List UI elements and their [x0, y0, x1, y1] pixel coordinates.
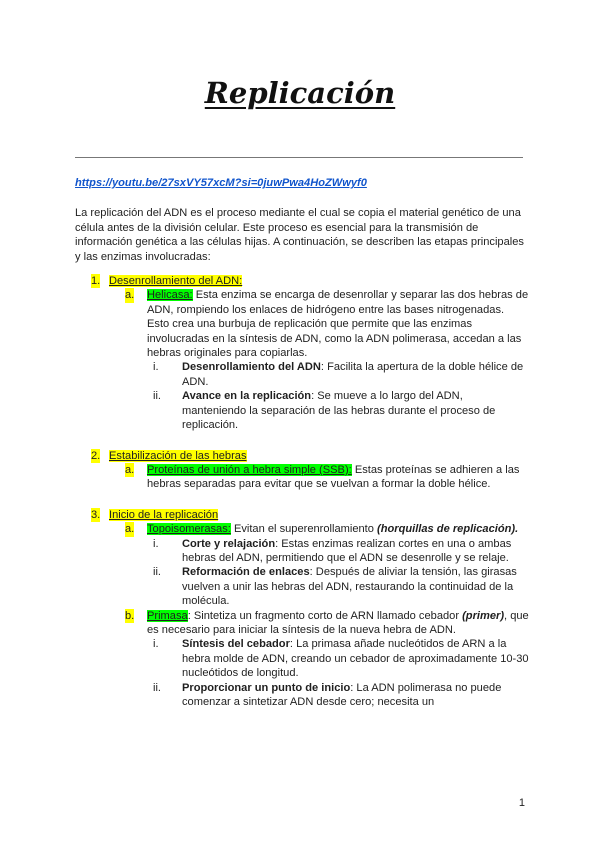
term-highlight: Primasa — [147, 609, 188, 622]
section-number: 2. — [91, 449, 101, 462]
point-item — [75, 360, 529, 389]
point-text: : Facilita la apertura de la doble hélice de ADN. — [182, 361, 524, 388]
point-number: i. — [153, 638, 159, 651]
sub-item-letter: a. — [125, 289, 135, 302]
sub-item-text: Esta enzima se encarga de desenrollar y separar las dos hebras de ADN, rompiendo los enlaces de hidrógeno entre las bases nitrogenadas. Esto crea una burbuja de replicación que permite que las enzimas involucradas en la síntesis de ADN, como la ADN polimerasa, accedan a las hebras originales para copiarlas. — [147, 289, 529, 360]
point-term: Síntesis del cebador — [182, 638, 290, 651]
section-heading — [75, 274, 529, 288]
section-title: Estabilización de las hebras — [109, 449, 247, 462]
point-term: Reformación de enlaces — [182, 566, 310, 579]
sub-item-letter: b. — [125, 609, 135, 622]
sub-item — [75, 463, 529, 492]
point-term: Proporcionar un punto de inicio — [182, 681, 351, 694]
sub-item — [75, 522, 529, 536]
sub-item-text: : Sintetiza un fragmento corto de ARN llamado cebador — [187, 609, 463, 622]
term-highlight: Proteínas de unión a hebra simple (SSB): — [147, 463, 352, 476]
point-term: Corte y relajación — [182, 537, 276, 550]
section-title: Desenrollamiento del ADN: — [109, 275, 243, 288]
sub-item — [75, 288, 529, 360]
section-number: 3. — [91, 508, 101, 521]
section-1 — [75, 274, 529, 432]
sub-item-text-continued: , que es necesario para iniciar la síntesis de la nueva hebra de ADN. — [147, 609, 529, 636]
point-term: Avance en la replicación — [182, 390, 312, 403]
sub-item-letter: a. — [125, 463, 135, 476]
page-number: 1 — [518, 797, 525, 809]
point-number: ii. — [153, 566, 162, 579]
video-link[interactable]: https://youtu.be/27sxVY57xcM?si=0juwPwa4HoZWwyf0 — [75, 177, 367, 189]
point-item — [75, 537, 529, 566]
section-heading — [75, 508, 529, 522]
horizontal-rule — [75, 157, 523, 158]
section-heading — [75, 449, 529, 463]
sub-item — [75, 609, 529, 638]
point-text: : La ADN polimerasa no puede comenzar a sintetizar ADN desde cero; necesita un — [182, 681, 502, 708]
point-number: i. — [153, 537, 159, 550]
section-title: Inicio de la replicación — [109, 508, 219, 521]
point-item — [75, 637, 529, 680]
section-2 — [75, 449, 529, 492]
document-body — [75, 176, 529, 725]
point-item — [75, 389, 529, 432]
sub-item-text: Estas proteínas se adhieren a las hebras separadas para evitar que se vuelvan a formar la doble hélice. — [147, 463, 520, 491]
document-title: Replicación — [204, 76, 396, 110]
intro-paragraph: La replicación del ADN es el proceso mediante el cual se copia el material genético de una célula antes de la división celular. Este proceso es esencial para la transmisión de información genética a las células hijas. A continuación, se describen las etapas principales y las enzimas involucradas: — [75, 207, 524, 263]
sub-item-letter: a. — [125, 523, 135, 536]
point-number: i. — [153, 361, 159, 374]
point-item — [75, 681, 529, 710]
section-3 — [75, 508, 529, 710]
point-term: Desenrollamiento del ADN — [182, 361, 321, 374]
point-item — [75, 565, 529, 608]
point-number: ii. — [153, 390, 162, 403]
point-text: : Se mueve a lo largo del ADN, manteniendo la separación de las hebras durante el proceso de replicación. — [182, 390, 496, 432]
point-text: : Después de aliviar la tensión, las girasas vuelven a unir las hebras del ADN, restaurando la continuidad de la molécula. — [182, 566, 517, 608]
point-number: ii. — [153, 681, 162, 694]
sub-item-note: (primer) — [462, 609, 505, 622]
point-text: : Estas enzimas realizan cortes en una o ambas hebras del ADN, permitiendo que el ADN se desenrolle y se relaje. — [182, 537, 512, 564]
sub-item-note: (horquillas de replicación). — [377, 523, 519, 536]
point-text: : La primasa añade nucleótidos de ARN a la hebra molde de ADN, creando un cebador de aproximadamente 10-30 nucleótidos de longitud. — [182, 638, 529, 680]
section-number: 1. — [91, 275, 101, 288]
term-highlight: Helicasa: — [147, 289, 193, 302]
sub-item-text: Evitan el superenrollamiento — [230, 523, 378, 536]
term-highlight: Topoisomerasas: — [147, 523, 231, 536]
